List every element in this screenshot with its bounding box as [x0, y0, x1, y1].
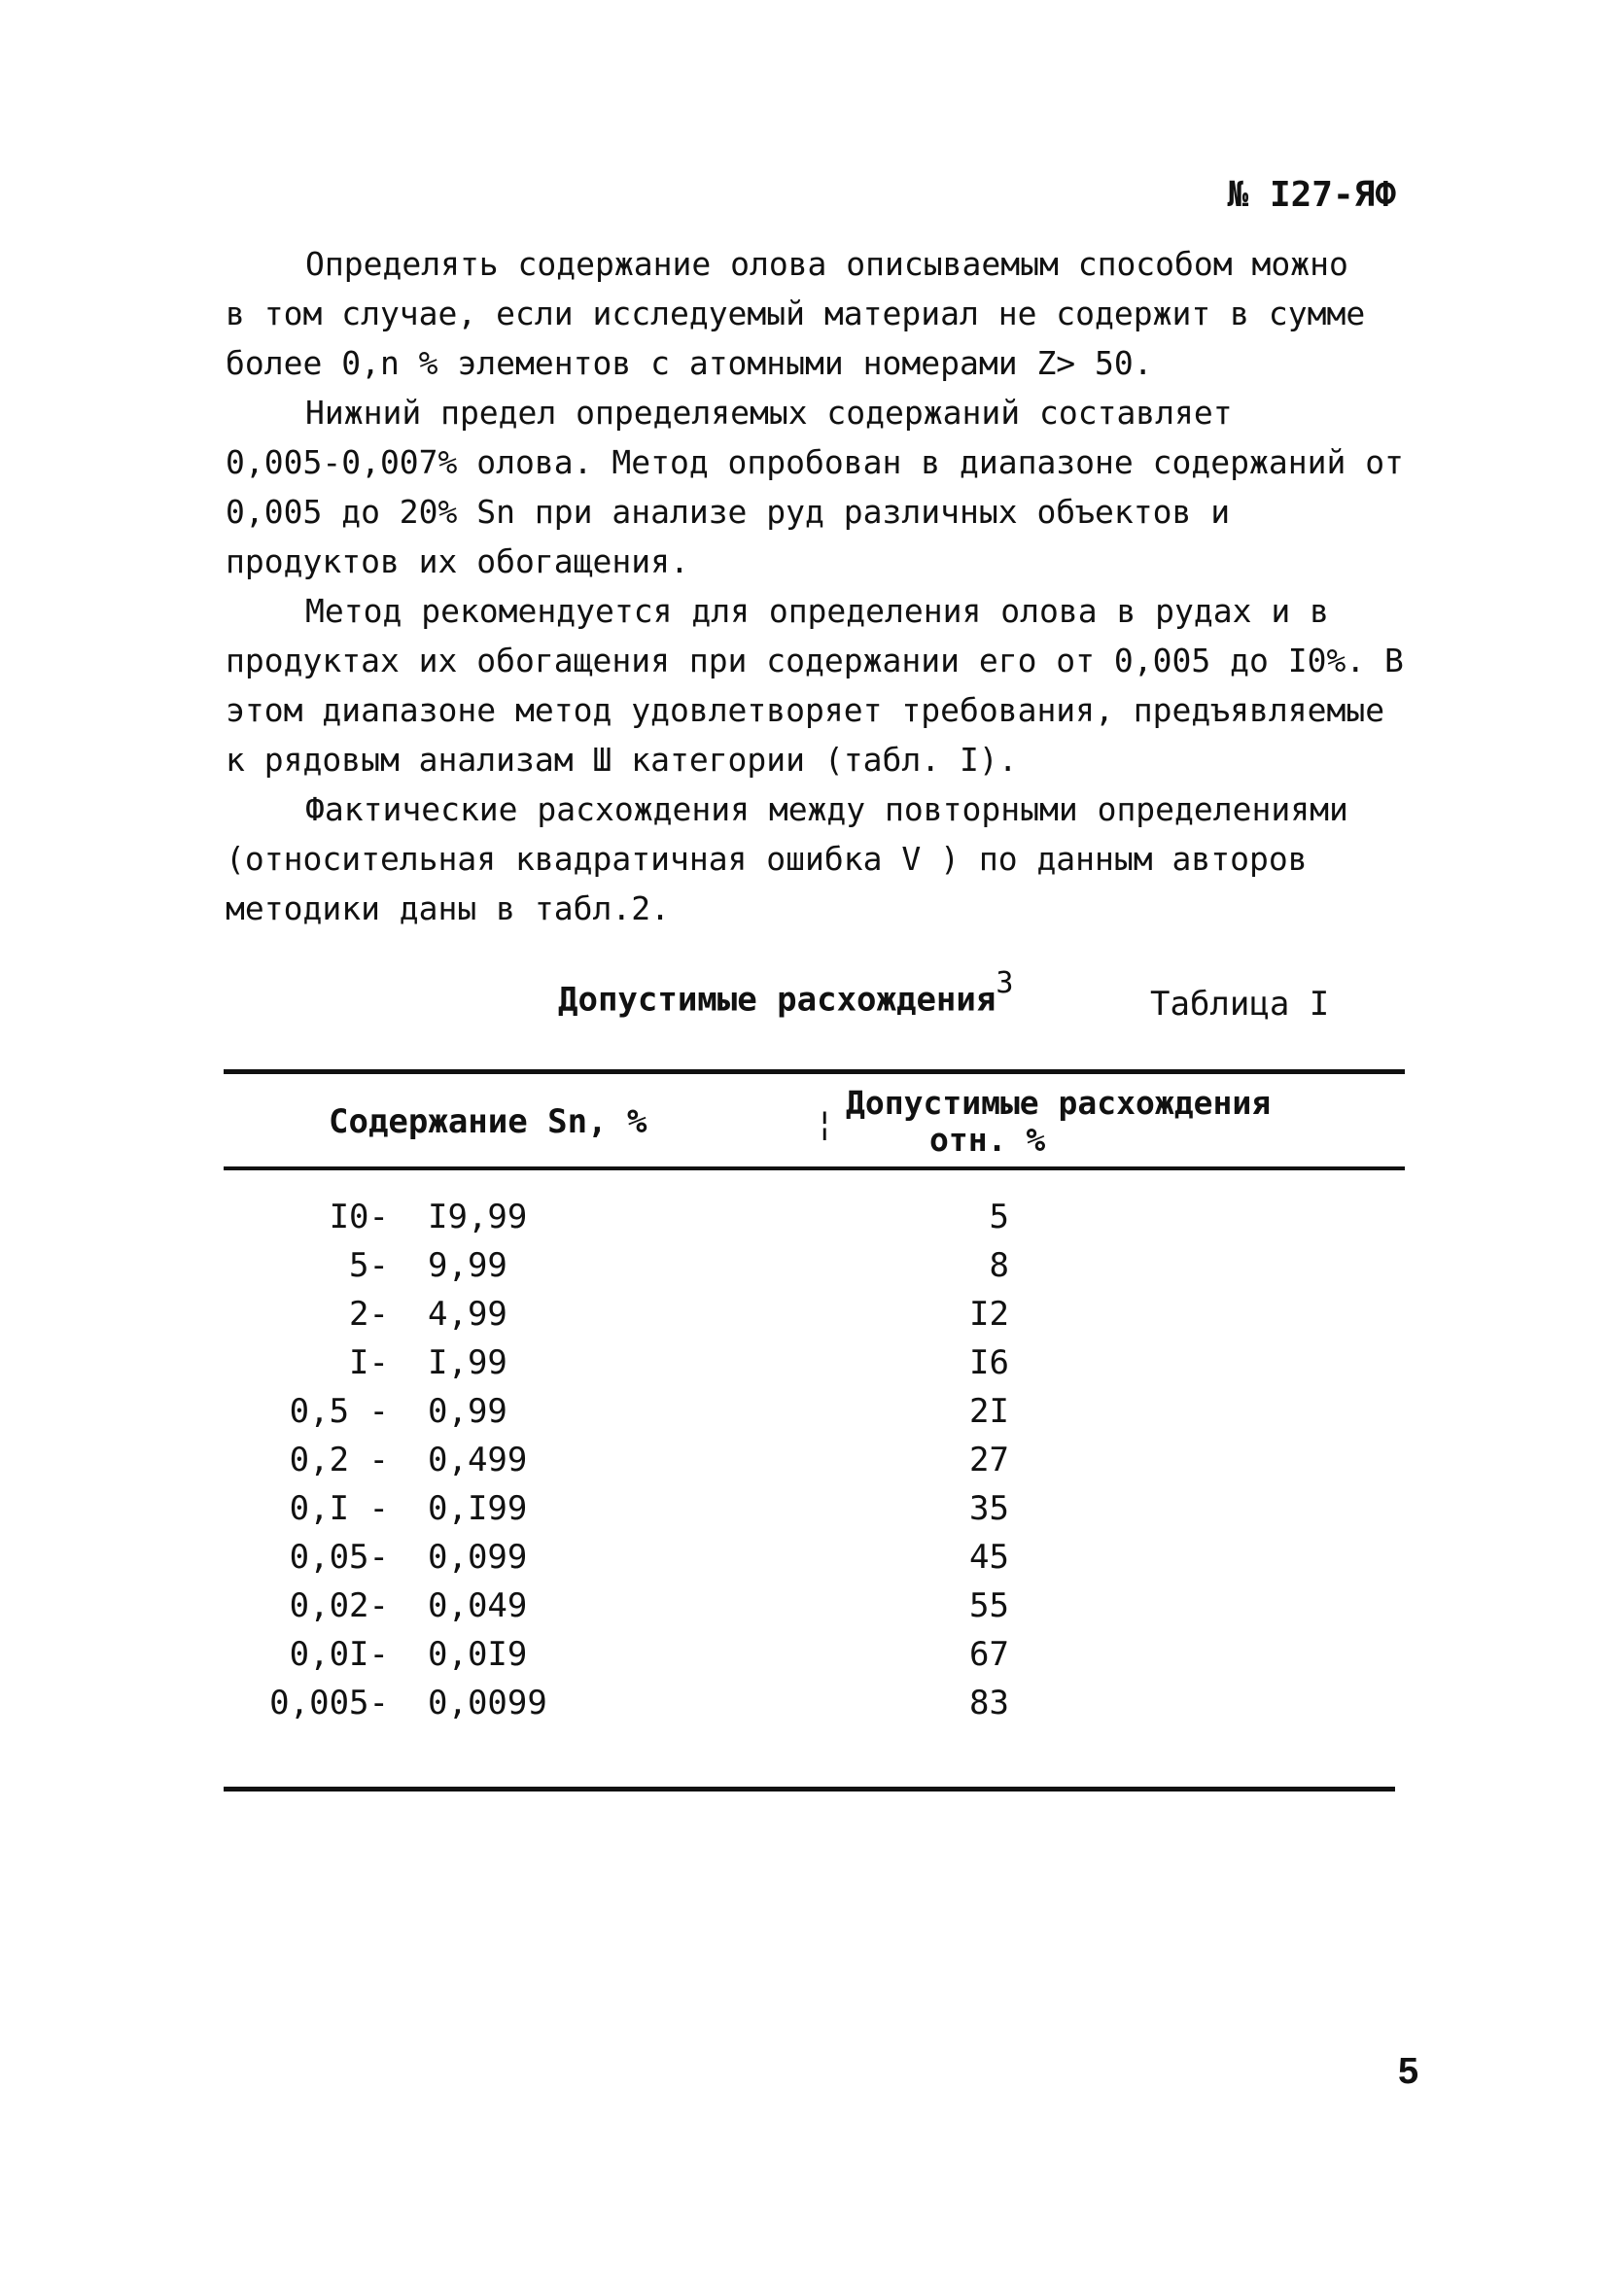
table-label: Таблица I	[1150, 985, 1330, 1024]
content-from: 0,I -	[289, 1489, 389, 1528]
table-row	[0, 1198, 1608, 1246]
table-header-separator: ¦	[815, 1104, 835, 1143]
paragraph	[226, 239, 1421, 388]
tolerance-value: 55	[969, 1586, 1009, 1625]
content-to: 0,I99	[428, 1489, 528, 1528]
table-row	[0, 1246, 1608, 1295]
table-row	[0, 1441, 1608, 1489]
table-header-tolerance-line2: отн. %	[929, 1121, 1046, 1159]
tolerance-value: 27	[969, 1441, 1009, 1479]
content-to: I9,99	[428, 1198, 528, 1236]
tolerance-value: 45	[969, 1538, 1009, 1577]
content-to: 0,049	[428, 1586, 528, 1625]
content-from: 0,0I-	[289, 1635, 389, 1674]
content-to: 0,0I9	[428, 1635, 528, 1674]
tolerance-value: I6	[969, 1343, 1009, 1382]
content-from: 0,005-	[269, 1684, 389, 1722]
content-to: 0,099	[428, 1538, 528, 1577]
tolerance-value: 8	[989, 1246, 1009, 1285]
paragraph	[226, 388, 1421, 586]
table-header-tolerance-line1: Допустимые расхождения	[846, 1084, 1272, 1122]
content-from: 0,2 -	[289, 1441, 389, 1479]
table-row	[0, 1635, 1608, 1684]
table-caption-text: Допустимые расхождения	[558, 980, 996, 1020]
table-caption	[558, 966, 1014, 1020]
paragraph-first-line: Метод рекомендуется для определения олова в рудах и в	[305, 592, 1329, 630]
content-to: 9,99	[428, 1246, 507, 1285]
content-to: 4,99	[428, 1295, 507, 1334]
paragraph-rest: 0,005-0,007% олова. Метод опробован в диапазоне содержаний от 0,005 до 20% Sn при анализе руд различных объектов и продуктов их обогащения.	[226, 443, 1404, 580]
document-number: № I27-ЯФ	[1227, 175, 1396, 215]
table-row	[0, 1538, 1608, 1586]
paragraph	[226, 586, 1421, 784]
table-top-rule	[224, 1069, 1405, 1074]
content-from: 0,02-	[289, 1586, 389, 1625]
paragraph-first-line: Определять содержание олова описываемым способом можно	[305, 245, 1348, 283]
paragraph-first-line: Фактические расхождения между повторными определениями	[305, 790, 1348, 828]
paragraph-rest: продуктах их обогащения при содержании его от 0,005 до I0%. В этом диапазоне метод удовлетворяет требования, предъявляемые к рядовым анализам Ш категории (табл. I).	[226, 642, 1404, 779]
tolerance-value: 2I	[969, 1392, 1009, 1431]
content-from: 0,05-	[289, 1538, 389, 1577]
content-to: 0,99	[428, 1392, 507, 1431]
paragraph-rest: в том случае, если исследуемый материал не содержит в сумме более 0,n % элементов с атомными номерами Z> 50.	[226, 295, 1366, 382]
content-from: 2-	[349, 1295, 389, 1334]
content-from: I-	[349, 1343, 389, 1382]
paragraph-first-line: Нижний предел определяемых содержаний составляет	[305, 394, 1233, 432]
table-caption-footnote-mark: 3	[996, 966, 1014, 1000]
paragraph	[226, 784, 1421, 933]
content-to: I,99	[428, 1343, 507, 1382]
content-from: 5-	[349, 1246, 389, 1285]
content-to: 0,499	[428, 1441, 528, 1479]
table-row	[0, 1392, 1608, 1441]
table-row	[0, 1489, 1608, 1538]
table-row	[0, 1684, 1608, 1732]
tolerance-value: 83	[969, 1684, 1009, 1722]
tolerance-value: I2	[969, 1295, 1009, 1334]
table-row	[0, 1343, 1608, 1392]
body-text	[226, 239, 1421, 933]
table-header-tolerance	[846, 1085, 1271, 1159]
content-to: 0,0099	[428, 1684, 547, 1722]
tolerance-value: 5	[989, 1198, 1009, 1236]
tolerance-value: 67	[969, 1635, 1009, 1674]
content-from: 0,5 -	[289, 1392, 389, 1431]
table-header-rule	[224, 1166, 1405, 1170]
tolerance-value: 35	[969, 1489, 1009, 1528]
table-bottom-rule	[224, 1787, 1395, 1792]
table-header-content: Содержание Sn, %	[329, 1102, 647, 1141]
paragraph-rest: (относительная квадратичная ошибка V ) по данным авторов методики даны в табл.2.	[226, 840, 1308, 927]
table-row	[0, 1586, 1608, 1635]
page-number: 5	[1398, 2051, 1419, 2092]
content-from: I0-	[329, 1198, 389, 1236]
table-row	[0, 1295, 1608, 1343]
